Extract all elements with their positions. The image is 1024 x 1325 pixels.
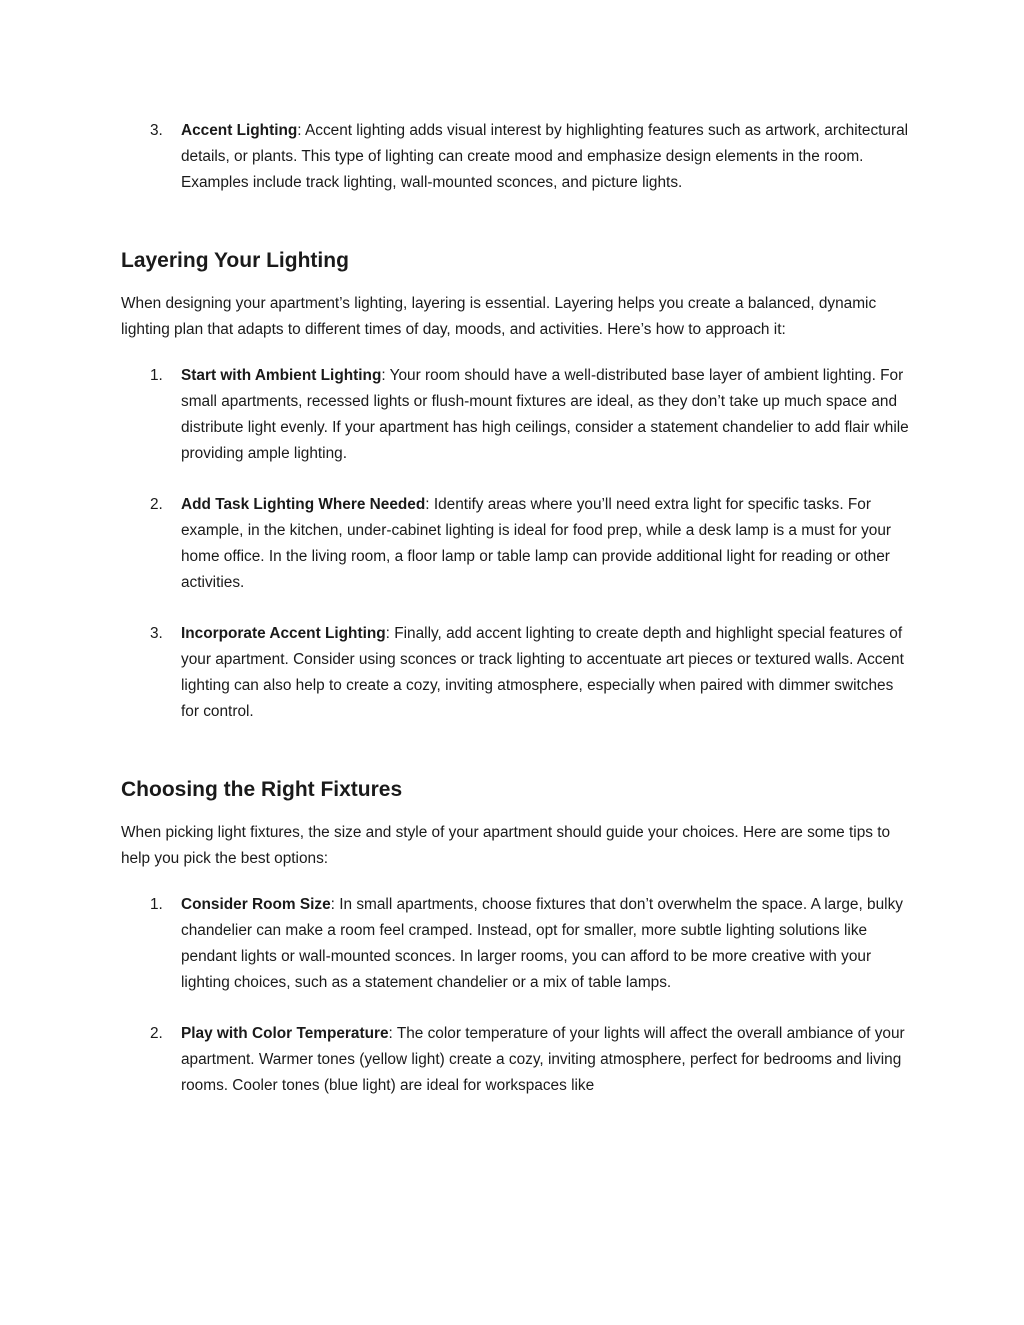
list-item-text: : Identify areas where you’ll need extra light for specific tasks. For example, in the kitchen, under-cabinet lighting is ideal for food prep, while a desk lamp is a must for your home office. In the living room, a floor lamp or table lamp can provide additional light for reading or other activities. — [181, 496, 892, 591]
list-number: 1. — [150, 896, 163, 913]
list-item-title: Incorporate Accent Lighting — [181, 625, 386, 642]
list-item-title: Add Task Lighting Where Needed — [181, 496, 426, 513]
list-item-text: : The color temperature of your lights will affect the overall ambiance of your apartment. Warmer tones (yellow light) create a cozy, inviting atmosphere, perfect for bedrooms and living rooms. Cooler tones (blue light) are ideal for workspaces like — [181, 1025, 905, 1094]
list-item-room-size — [121, 892, 911, 996]
list-item-text: : Finally, add accent lighting to create depth and highlight special features of your apartment. Consider using sconces or track lighting to accentuate art pieces or textured walls. Accent lighting can also help to create a cozy, inviting atmosphere, especially when paired with dimmer switches for control. — [181, 625, 904, 720]
section-heading-fixtures: Choosing the Right Fixtures — [121, 778, 403, 801]
list-item-accent — [121, 621, 911, 725]
section-intro-layering: When designing your apartment’s lighting, layering is essential. Layering helps you create a balanced, dynamic lighting plan that adapts to different times of day, moods, and activities. Here’s how to approach it: — [121, 295, 877, 338]
list-item-title: Play with Color Temperature — [181, 1025, 389, 1042]
list-item-title: Start with Ambient Lighting — [181, 367, 382, 384]
list-number: 3. — [150, 122, 163, 139]
list-item-task — [121, 492, 911, 596]
list-item-title: Accent Lighting — [181, 122, 298, 139]
list-item-color-temperature — [121, 1021, 911, 1099]
section-intro-fixtures: When picking light fixtures, the size and style of your apartment should guide your choices. Here are some tips to help you pick the best options: — [121, 824, 891, 867]
list-number: 2. — [150, 1025, 163, 1042]
list-item-text: : Your room should have a well-distributed base layer of ambient lighting. For small apartments, recessed lights or flush-mount fixtures are ideal, as they don’t take up much space and distribute light evenly. If your apartment has high ceilings, consider a statement chandelier to add flair while providing ample lighting. — [181, 367, 909, 462]
list-item-title: Consider Room Size — [181, 896, 331, 913]
section-heading-layering: Layering Your Lighting — [121, 249, 349, 272]
list-number: 1. — [150, 367, 163, 384]
list-number: 3. — [150, 625, 163, 642]
list-item-ambient — [121, 363, 911, 467]
list-item-text: : Accent lighting adds visual interest by highlighting features such as artwork, architectural details, or plants. This type of lighting can create mood and emphasize design elements in the room. Examples include track lighting, wall-mounted sconces, and picture lights. — [181, 122, 909, 191]
list-item-text: : In small apartments, choose fixtures that don’t overwhelm the space. A large, bulky chandelier can make a room feel cramped. Instead, opt for smaller, more subtle lighting solutions like pendant lights or wall-mounted sconces. In larger rooms, you can afford to be more creative with your lighting choices, such as a statement chandelier or a mix of table lamps. — [181, 896, 903, 991]
document-page — [121, 118, 911, 1099]
list-item-accent-lighting — [121, 118, 911, 196]
list-number: 2. — [150, 496, 163, 513]
